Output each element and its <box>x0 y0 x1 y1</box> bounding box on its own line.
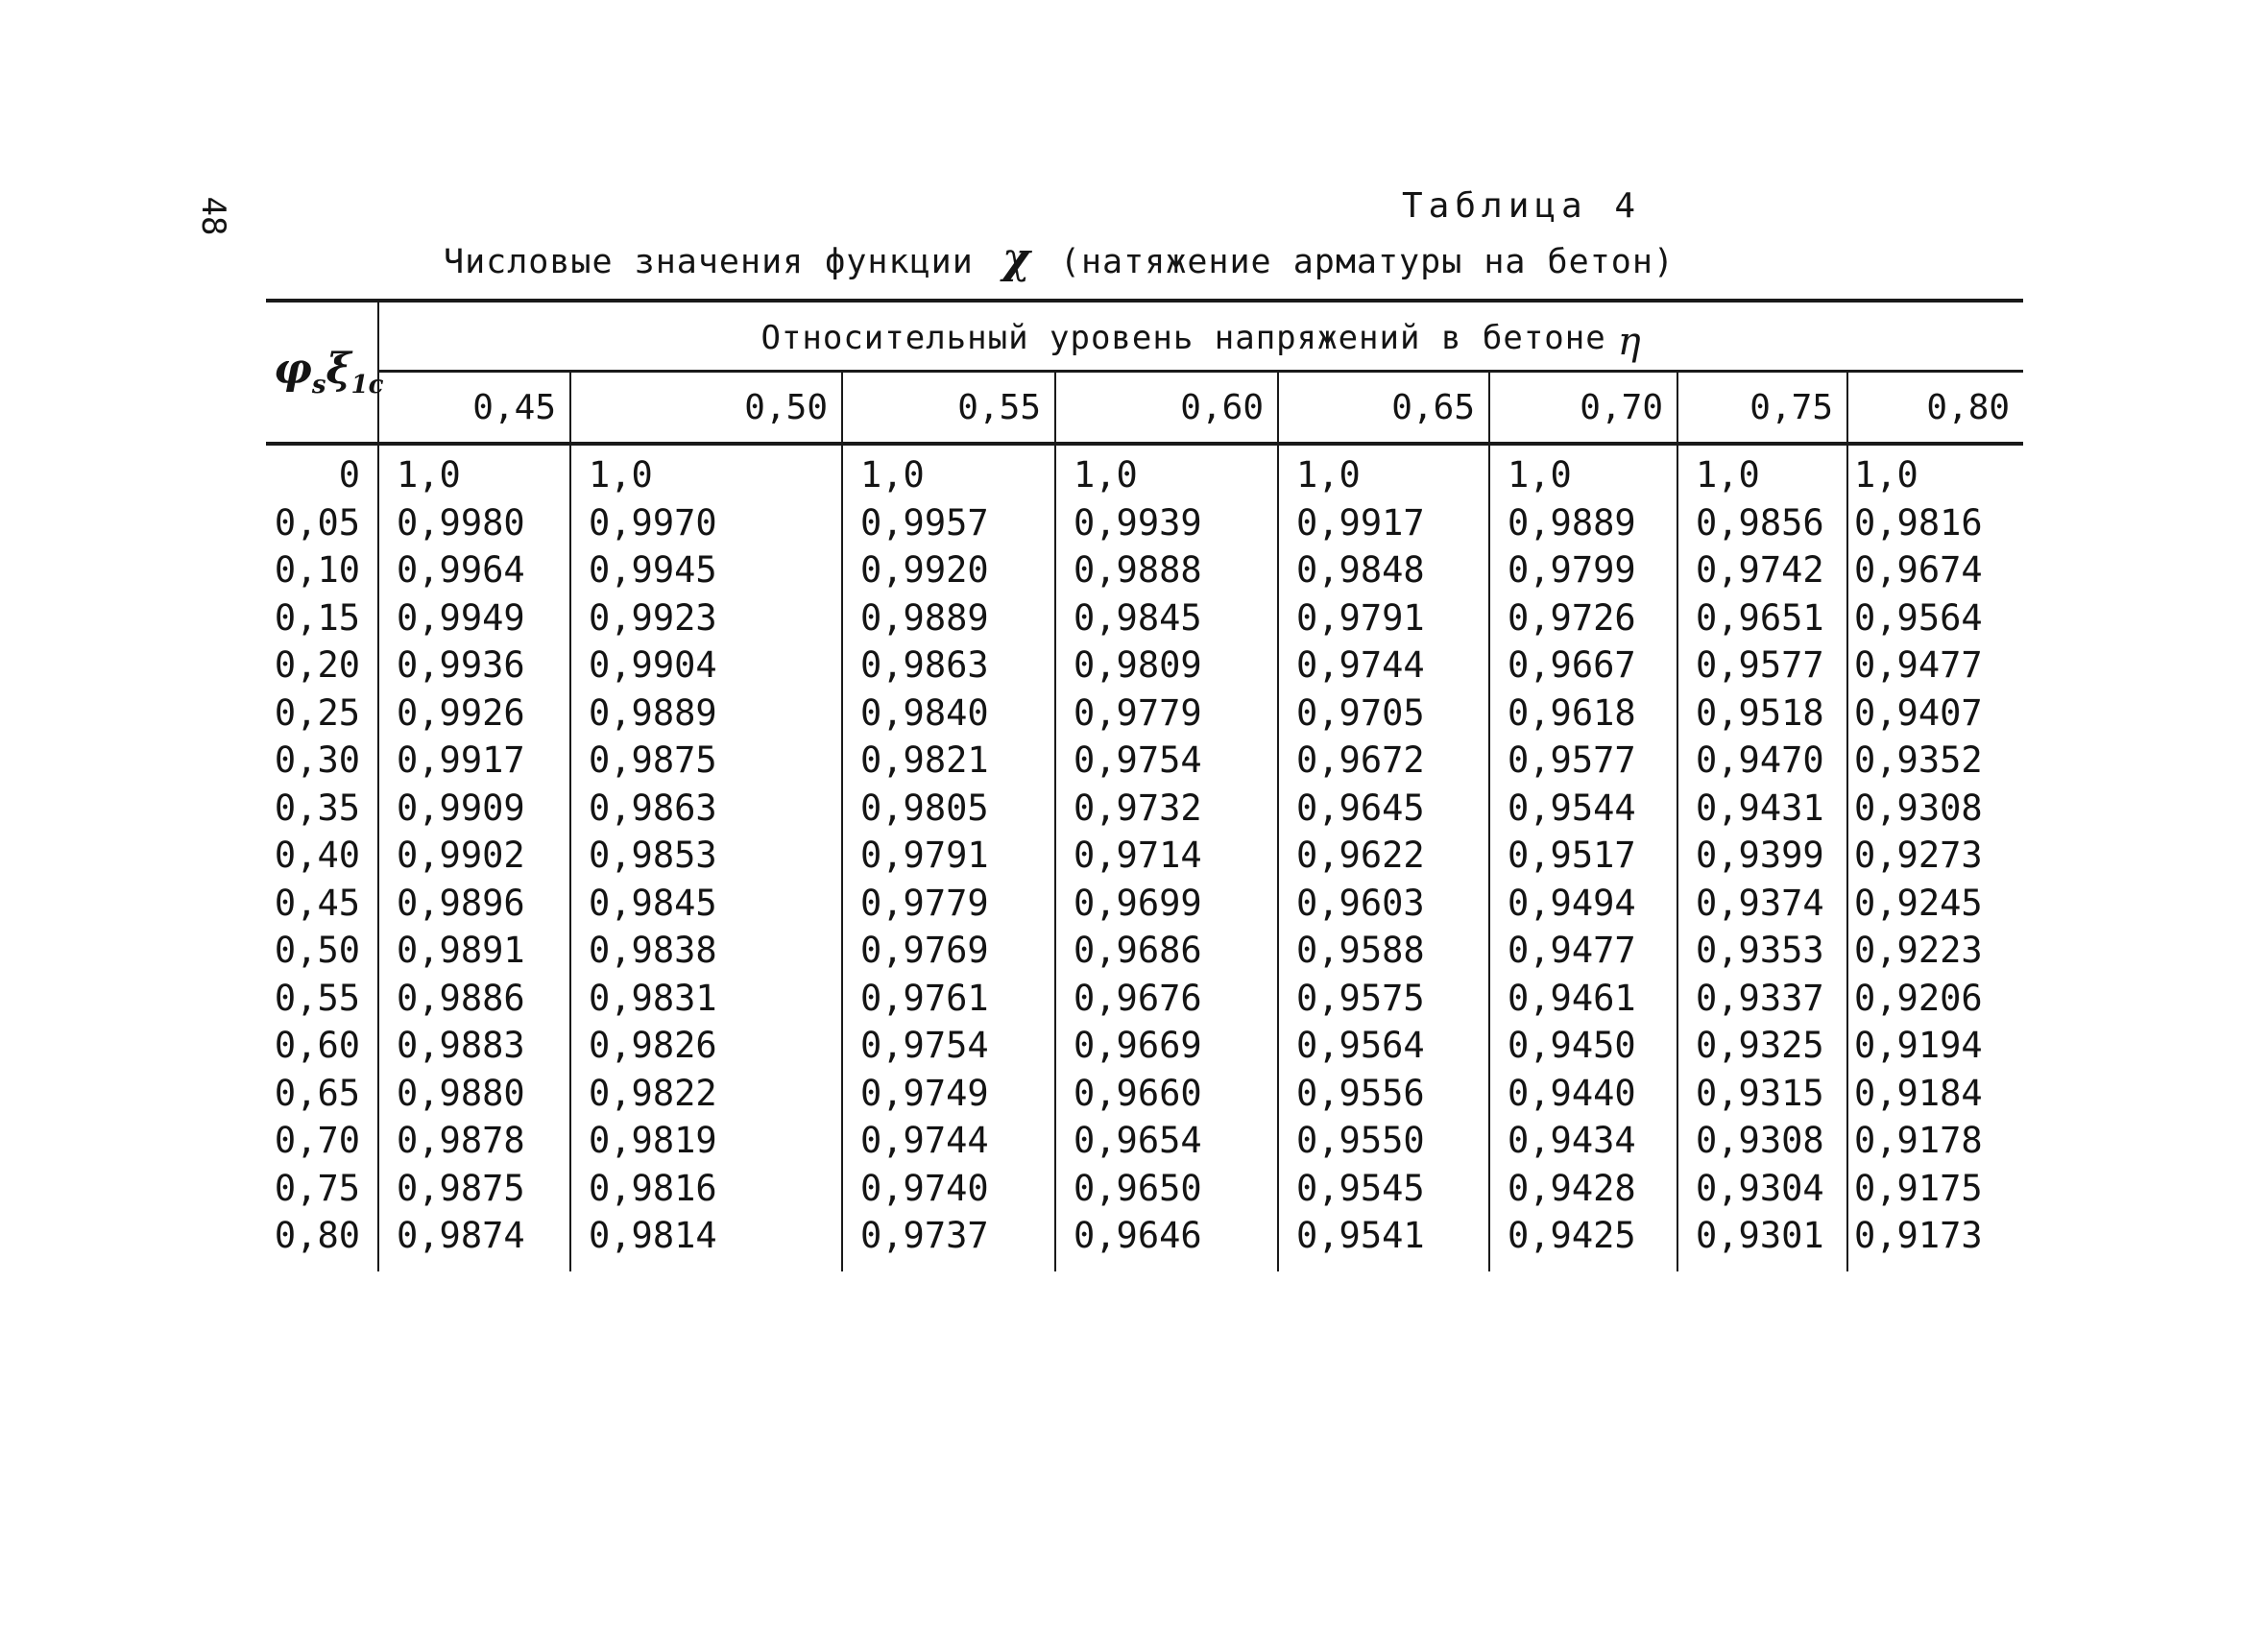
table-cell: 0,9206 <box>1854 977 1983 1019</box>
group-header <box>378 301 2023 372</box>
table-cell: 0,9194 <box>1854 1025 1983 1067</box>
table-cell: 0,9936 <box>378 641 570 690</box>
chi-symbol: χ <box>1001 234 1031 283</box>
table-cell: 0,9178 <box>1854 1120 1983 1162</box>
table-row <box>266 1117 2023 1165</box>
row-label: 0,30 <box>266 737 378 785</box>
table-row <box>266 737 2023 785</box>
eta-symbol: η <box>1617 320 1642 364</box>
table-cell: 0,9856 <box>1677 499 1847 547</box>
table-cell: 0,9909 <box>378 785 570 833</box>
table-cell: 0,9564 <box>1854 596 1983 639</box>
table-cell: 0,9821 <box>842 737 1055 785</box>
table-cell: 1,0 <box>570 444 842 499</box>
table-row <box>266 1070 2023 1118</box>
table-cell: 0,9742 <box>1677 546 1847 594</box>
table-cell: 0,9550 <box>1278 1117 1489 1165</box>
table-cell: 0,9184 <box>1854 1072 1983 1114</box>
table-cell: 0,9654 <box>1055 1117 1278 1165</box>
table-cell: 0,9970 <box>570 499 842 547</box>
table-cell: 0,9440 <box>1489 1070 1677 1118</box>
table-cell: 0,9577 <box>1677 641 1847 690</box>
table-cell: 0,9769 <box>842 927 1055 975</box>
table-cell: 0,9840 <box>842 690 1055 738</box>
stub-symbol-sub-s: s <box>311 370 326 399</box>
page-number: 48 <box>194 196 232 236</box>
table-cell: 0,9889 <box>842 594 1055 642</box>
column-header: 0,70 <box>1489 372 1677 445</box>
table-cell: 0,9799 <box>1489 546 1677 594</box>
table-cell: 0,9676 <box>1055 975 1278 1023</box>
table-cell: 0,9564 <box>1278 1022 1489 1070</box>
table-cell: 1,0 <box>1854 454 1918 496</box>
table-cell: 0,9699 <box>1055 880 1278 928</box>
table-cell: 0,9737 <box>842 1212 1055 1271</box>
table-title <box>444 234 1675 283</box>
table-cell: 0,9749 <box>842 1070 1055 1118</box>
table-cell: 0,9845 <box>570 880 842 928</box>
table-cell: 0,9646 <box>1055 1212 1278 1271</box>
table-cell: 0,9920 <box>842 546 1055 594</box>
row-label: 0,80 <box>266 1212 378 1271</box>
row-label: 0,60 <box>266 1022 378 1070</box>
table-cell: 0,9374 <box>1677 880 1847 928</box>
table-row <box>266 546 2023 594</box>
table-cell: 0,9964 <box>378 546 570 594</box>
column-header: 0,50 <box>570 372 842 445</box>
table-cell: 0,9674 <box>1854 549 1983 592</box>
table-cell: 0,9308 <box>1854 787 1983 829</box>
table-cell: 0,9831 <box>570 975 842 1023</box>
column-header: 0,80 <box>1847 372 2023 445</box>
table-cell: 0,9399 <box>1677 832 1847 880</box>
table-cell: 0,9744 <box>1278 641 1489 690</box>
table-cell: 0,9353 <box>1677 927 1847 975</box>
table-cell: 0,9917 <box>378 737 570 785</box>
table-cell: 0,9754 <box>842 1022 1055 1070</box>
table-cell: 0,9461 <box>1489 975 1677 1023</box>
table-cell: 0,9945 <box>570 546 842 594</box>
table-row <box>266 975 2023 1023</box>
table-cell: 0,9822 <box>570 1070 842 1118</box>
table-cell: 0,9175 <box>1854 1167 1983 1209</box>
table-cell: 0,9791 <box>842 832 1055 880</box>
table-cell: 0,9545 <box>1278 1165 1489 1213</box>
row-label: 0,55 <box>266 975 378 1023</box>
table-cell: 0,9863 <box>570 785 842 833</box>
table-cell: 0,9575 <box>1278 975 1489 1023</box>
stub-symbol-xi: ξ <box>326 345 351 395</box>
table-cell: 0,9301 <box>1677 1212 1847 1271</box>
group-header-text: Относительный уровень напряжений в бетоне <box>760 319 1606 357</box>
table-cell: 0,9352 <box>1854 739 1983 782</box>
table-row <box>266 499 2023 547</box>
table-cell: 0,9645 <box>1278 785 1489 833</box>
table-row <box>266 1212 2023 1271</box>
table-cell: 0,9744 <box>842 1117 1055 1165</box>
table-cell: 0,9853 <box>570 832 842 880</box>
table-cell: 0,9926 <box>378 690 570 738</box>
table-cell: 1,0 <box>1055 444 1278 499</box>
table-cell: 0,9779 <box>1055 690 1278 738</box>
table-cell: 0,9874 <box>378 1212 570 1271</box>
table-row <box>266 785 2023 833</box>
table-cell: 0,9315 <box>1677 1070 1847 1118</box>
table-cell: 0,9838 <box>570 927 842 975</box>
table-cell: 1,0 <box>1677 444 1847 499</box>
table-cell: 0,9273 <box>1854 835 1983 877</box>
table-cell: 1,0 <box>378 444 570 499</box>
table-cell: 0,9814 <box>570 1212 842 1271</box>
table-row <box>266 594 2023 642</box>
column-header: 0,75 <box>1677 372 1847 445</box>
table-cell: 0,9669 <box>1055 1022 1278 1070</box>
table-cell: 0,9917 <box>1278 499 1489 547</box>
table-cell: 0,9660 <box>1055 1070 1278 1118</box>
table-cell: 0,9588 <box>1278 927 1489 975</box>
table-cell: 0,9896 <box>378 880 570 928</box>
table-cell: 0,9740 <box>842 1165 1055 1213</box>
row-label: 0,15 <box>266 594 378 642</box>
table-cell: 0,9880 <box>378 1070 570 1118</box>
table-cell: 0,9779 <box>842 880 1055 928</box>
table-cell: 0,9939 <box>1055 499 1278 547</box>
table-row <box>266 444 2023 499</box>
table-cell: 1,0 <box>1489 444 1677 499</box>
table-cell: 0,9805 <box>842 785 1055 833</box>
row-label: 0,05 <box>266 499 378 547</box>
table-cell: 0,9848 <box>1278 546 1489 594</box>
table-cell: 0,9407 <box>1854 691 1983 734</box>
table-cell: 0,9304 <box>1677 1165 1847 1213</box>
table-cell: 0,9714 <box>1055 832 1278 880</box>
table-row <box>266 1165 2023 1213</box>
row-label: 0,35 <box>266 785 378 833</box>
row-label: 0,25 <box>266 690 378 738</box>
row-label: 0,70 <box>266 1117 378 1165</box>
table-cell: 0,9672 <box>1278 737 1489 785</box>
table-cell: 0,9603 <box>1278 880 1489 928</box>
table-cell: 0,9470 <box>1677 737 1847 785</box>
table-cell: 0,9477 <box>1854 644 1983 687</box>
stub-symbol-sub-1c: 1c <box>350 370 384 399</box>
stub-header <box>266 301 384 444</box>
table-body <box>266 444 2023 1271</box>
table-cell: 0,9434 <box>1489 1117 1677 1165</box>
column-header: 0,60 <box>1055 372 1278 445</box>
row-label: 0,40 <box>266 832 378 880</box>
table-cell: 0,9888 <box>1055 546 1278 594</box>
data-table <box>266 299 2023 1271</box>
table-cell: 0,9863 <box>842 641 1055 690</box>
column-header: 0,55 <box>842 372 1055 445</box>
table-cell: 0,9450 <box>1489 1022 1677 1070</box>
table-row <box>266 1022 2023 1070</box>
table-cell: 0,9904 <box>570 641 842 690</box>
row-label: 0,75 <box>266 1165 378 1213</box>
row-label: 0,20 <box>266 641 378 690</box>
table-cell: 0,9556 <box>1278 1070 1489 1118</box>
table-row <box>266 641 2023 690</box>
stub-symbol <box>274 345 384 399</box>
table-cell: 0,9494 <box>1489 880 1677 928</box>
row-label: 0,50 <box>266 927 378 975</box>
table-cell: 0,9761 <box>842 975 1055 1023</box>
table-row <box>266 832 2023 880</box>
table-cell: 0,9618 <box>1489 690 1677 738</box>
table-cell: 0,9577 <box>1489 737 1677 785</box>
table-cell: 0,9651 <box>1677 594 1847 642</box>
table-cell: 0,9544 <box>1489 785 1677 833</box>
column-header: 0,65 <box>1278 372 1489 445</box>
table-cell: 0,9826 <box>570 1022 842 1070</box>
column-header-row <box>266 372 2023 445</box>
table-row <box>266 927 2023 975</box>
table-cell: 0,9541 <box>1278 1212 1489 1271</box>
table-cell: 0,9923 <box>570 594 842 642</box>
table-cell: 0,9819 <box>570 1117 842 1165</box>
table-cell: 0,9875 <box>570 737 842 785</box>
table-cell: 0,9477 <box>1489 927 1677 975</box>
table-cell: 0,9308 <box>1677 1117 1847 1165</box>
table-cell: 0,9878 <box>378 1117 570 1165</box>
table-cell: 0,9875 <box>378 1165 570 1213</box>
table-cell: 0,9886 <box>378 975 570 1023</box>
table-row <box>266 690 2023 738</box>
table-cell: 0,9650 <box>1055 1165 1278 1213</box>
table-cell: 0,9816 <box>570 1165 842 1213</box>
table-cell: 0,9889 <box>570 690 842 738</box>
table-cell: 0,9883 <box>378 1022 570 1070</box>
row-label: 0,45 <box>266 880 378 928</box>
table-cell: 0,9425 <box>1489 1212 1677 1271</box>
table-cell: 0,9726 <box>1489 594 1677 642</box>
table-cell: 0,9431 <box>1677 785 1847 833</box>
table-cell: 0,9816 <box>1854 501 1983 544</box>
column-header: 0,45 <box>378 372 570 445</box>
table-cell: 0,9705 <box>1278 690 1489 738</box>
table-cell: 0,9622 <box>1278 832 1489 880</box>
table-cell: 0,9732 <box>1055 785 1278 833</box>
table-cell: 0,9428 <box>1489 1165 1677 1213</box>
table-cell: 0,9245 <box>1854 882 1983 924</box>
table-cell: 0,9957 <box>842 499 1055 547</box>
stub-symbol-phi: φ <box>274 345 312 395</box>
table-title-text: Числовые значения функции <box>444 243 974 281</box>
table-cell: 0,9173 <box>1854 1215 1983 1256</box>
table-cell: 0,9891 <box>378 927 570 975</box>
table-cell: 0,9518 <box>1677 690 1847 738</box>
table-cell: 0,9517 <box>1489 832 1677 880</box>
table-cell: 0,9325 <box>1677 1022 1847 1070</box>
row-label: 0 <box>266 444 378 499</box>
table-cell: 0,9667 <box>1489 641 1677 690</box>
table-caption: Таблица 4 <box>1402 186 1642 226</box>
table-cell: 0,9809 <box>1055 641 1278 690</box>
table-cell: 0,9754 <box>1055 737 1278 785</box>
row-label: 0,65 <box>266 1070 378 1118</box>
table-cell: 0,9980 <box>378 499 570 547</box>
table-cell: 1,0 <box>1278 444 1489 499</box>
row-label: 0,10 <box>266 546 378 594</box>
table-cell: 0,9845 <box>1055 594 1278 642</box>
table-cell: 0,9791 <box>1278 594 1489 642</box>
table-cell: 0,9902 <box>378 832 570 880</box>
table-cell: 0,9223 <box>1854 930 1983 972</box>
table-title-subtext: (натяжение арматуры на бетон) <box>1059 243 1675 281</box>
table-cell: 0,9889 <box>1489 499 1677 547</box>
table-cell: 0,9337 <box>1677 975 1847 1023</box>
table-cell: 0,9949 <box>378 594 570 642</box>
table-cell: 0,9686 <box>1055 927 1278 975</box>
table-row <box>266 880 2023 928</box>
table-cell: 1,0 <box>842 444 1055 499</box>
